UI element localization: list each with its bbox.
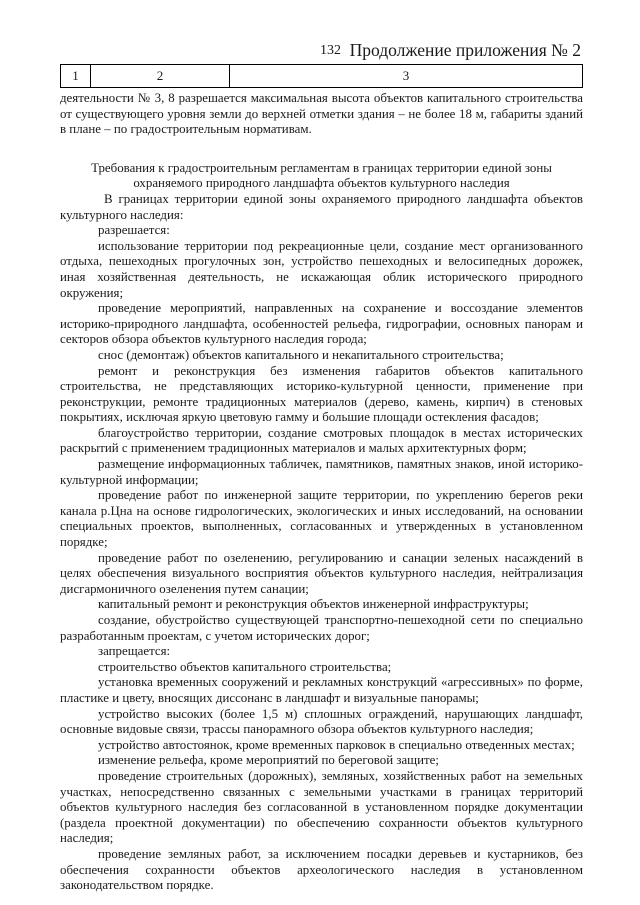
column-number-table <box>60 64 583 88</box>
list-item: проведение земляных работ, за исключением посадки деревьев и кустарников, без обеспечения сохранности объектов археологического наследия в установленном законодательством порядке. <box>60 846 583 893</box>
list-item: установка временных сооружений и рекламных конструкций «агрессивных» по форме, пластике и цвету, вносящих диссонанс в ландшафт и визуальные панорамы; <box>60 675 583 705</box>
list-item: создание, обустройство существующей транспортно-пешеходной сети по специально разработанным проектам, с учетом исторических дорог; <box>60 613 583 643</box>
page-header <box>60 42 583 62</box>
list-item: проведение работ по инженерной защите территории, по укреплению берегов реки канала р.Цна на основе гидрологических, экологических и иных исследований, на основании специальных проектов, выполненных, согласованных и утвержденных в установленном порядке; <box>60 488 583 550</box>
list-item: устройство высоких (более 1,5 м) сплошных ограждений, нарушающих ландшафт, основные видовые связи, трассы панорамного обзора объектов культурного наследия; <box>60 706 583 737</box>
appendix-title: Продолжение приложения № 2 <box>349 40 581 60</box>
list-item: капитальный ремонт и реконструкция объектов инженерной инфраструктуры; <box>98 597 529 612</box>
zone-intro: В границах территории единой зоны охраняемого природного ландшафта объектов культурного наследия: <box>60 191 583 222</box>
list-item: строительство объектов капитального строительства; <box>98 659 392 674</box>
list-item: снос (демонтаж) объектов капитального и некапитального строительства; <box>98 347 504 362</box>
list-item: размещение информационных табличек, памятников, памятных знаков, иной историко-культурной информации; <box>60 457 583 487</box>
list-item: устройство автостоянок, кроме временных парковок в специально отведенных местах; <box>98 737 575 752</box>
list-item: благоустройство территории, создание смотровых площадок в местах исторических раскрытий с применением традиционных материалов и малых архитектурных форм; <box>60 425 583 456</box>
document-body <box>60 91 583 894</box>
column-number-2: 2 <box>91 65 230 88</box>
permitted-label: разрешается: <box>98 223 170 238</box>
list-item: проведение работ по озеленению, регулированию и санации зеленых насаждений в целях обеспечения визуального восприятия объектов культурного наследия, нейтрализация дисгармоничного озеленения путем санации; <box>60 550 583 596</box>
column-number-1: 1 <box>61 65 91 88</box>
column-number-3: 3 <box>230 65 583 88</box>
table-row <box>61 65 583 88</box>
list-item: изменение рельефа, кроме мероприятий по береговой защите; <box>98 753 439 768</box>
section-heading: Требования к градостроительным регламентам в границах территории единой зоны охраняемого природного ландшафта объектов культурного наследия <box>91 160 552 191</box>
list-item: ремонт и реконструкция без изменения габаритов объектов капитального строительства, не представляющих историко-культурной ценности, применение при реконструкции, ремонте традиционных материалов (дерево, камень, кирпич) в стеновых покрытиях, исключая яркую цветовую гамму и большие площади остекления фасадов; <box>60 363 583 425</box>
page-number: 132 <box>320 43 341 58</box>
list-item: проведение строительных (дорожных), земляных, хозяйственных работ на земельных участках, непосредственно связанных с земельными участками в границах территорий объектов культурного наследия без согласованной в установленном порядке документации (раздела проектной документации) по обеспечению сохранности объектов культурного наследия; <box>60 768 583 846</box>
prohibited-label: запрещается: <box>98 644 171 659</box>
intro-paragraph: деятельности № 3, 8 разрешается максимальная высота объектов капитального строительства от существующего уровня земли до верхней отметки здания – не более 18 м, габариты зданий в плане – по градостроительным нормативам. <box>60 91 583 137</box>
list-item: проведение мероприятий, направленных на сохранение и воссоздание элементов историко-природного ландшафта, особенностей рельефа, гидрографии, основных панорам и секторов обзора объектов культурного наследия города; <box>60 301 583 347</box>
list-item: использование территории под рекреационные цели, создание мест организованного отдыха, пешеходных прогулочных зон, устройство пешеходных и велосипедных дорожек, иная хозяйственная деятельность, не искажающая облик исторического природного окружения; <box>60 238 583 300</box>
